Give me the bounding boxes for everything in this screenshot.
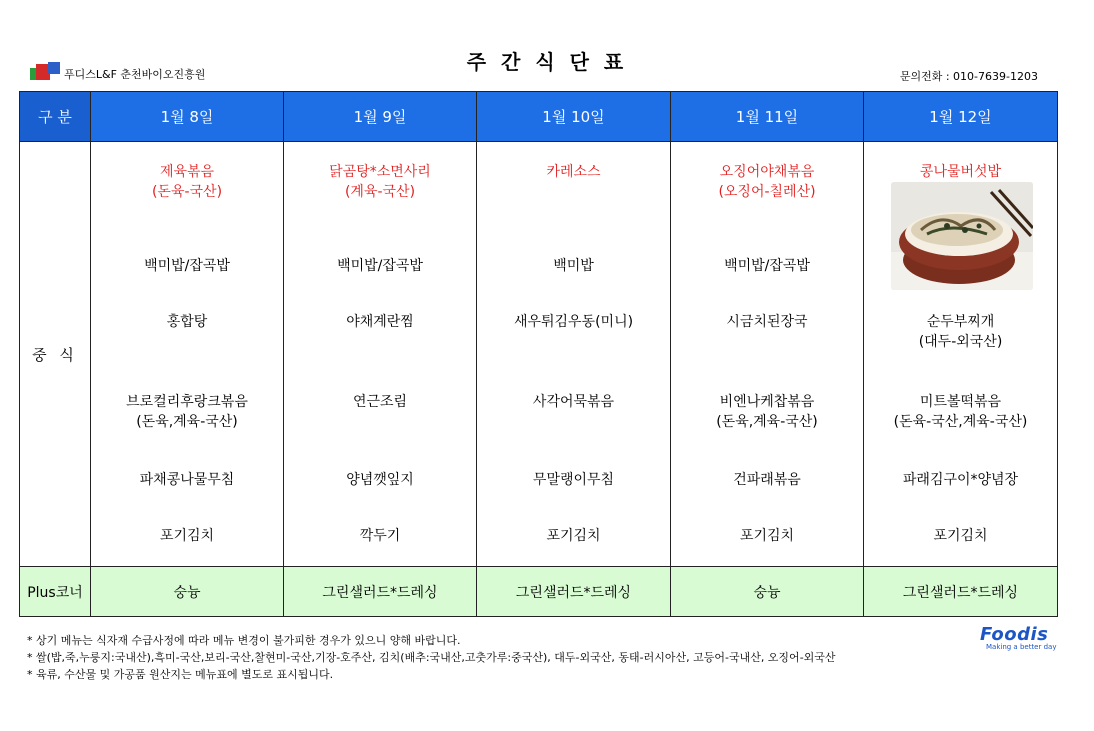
side-dish: 파래김구이*양념장	[902, 472, 1019, 488]
rice: 백미밥	[553, 258, 594, 274]
kimchi: 깍두기	[359, 528, 401, 544]
side-dish: 브로컬리후랑크볶음 (돈육,계육-국산)	[126, 394, 248, 430]
side-dish: 사각어묵볶음	[532, 394, 615, 410]
day-menu-cell	[477, 142, 671, 567]
header-row	[20, 92, 1058, 142]
kimchi: 포기김치	[933, 528, 988, 544]
side-dish: 무말랭이무침	[532, 472, 615, 488]
footnote: * 쌀(밥,죽,누룽지:국내산),흑미-국산,보리-국산,찰현미-국산,기장-호주산, 김치(배추:국내산,고춧가루:중국산), 대두-외국산, 동태-러시아산, 고등어-국내산, 오징어-외국산	[27, 651, 836, 664]
side-dish: 비엔나케찹볶음 (돈육,계육-국산)	[716, 394, 818, 430]
brand-tagline: Making a better day	[986, 643, 1057, 651]
soup: 야채계란찜	[346, 314, 414, 330]
contact-phone: 문의전화 : 010-7639-1203	[899, 70, 1038, 83]
rice: 백미밥/잡곡밥	[144, 258, 230, 274]
kimchi: 포기김치	[159, 528, 215, 544]
main-dish: 카레소스	[546, 164, 601, 180]
rice: 백미밥/잡곡밥	[724, 258, 810, 274]
plus-corner-row	[20, 567, 1058, 617]
day-header: 1월 9일	[284, 92, 477, 142]
main-dish: 닭곰탕*소면사리 (계육-국산)	[329, 164, 431, 200]
plus-item: 숭늉	[91, 567, 284, 617]
weekly-menu-table	[19, 91, 1058, 617]
soup: 홍합탕	[166, 314, 208, 330]
day-header: 1월 10일	[477, 92, 671, 142]
day-menu-cell	[671, 142, 864, 567]
kimchi: 포기김치	[546, 528, 601, 544]
main-dish: 제육볶음 (돈육-국산)	[151, 164, 223, 200]
brand-logo	[980, 624, 1056, 651]
plus-item: 그린샐러드*드레싱	[477, 567, 671, 617]
side-dish: 양념깻잎지	[346, 472, 414, 488]
footnote: * 상기 메뉴는 식자재 수급사정에 따라 메뉴 변경이 불가피한 경우가 있으니 양해 바랍니다.	[27, 634, 461, 647]
soup: 새우튀김우동(미니)	[513, 314, 634, 330]
side-dish: 미트볼떡볶음 (돈육-국산,계육-국산)	[893, 394, 1028, 430]
rice: 백미밥/잡곡밥	[337, 258, 423, 274]
day-header: 1월 8일	[91, 92, 284, 142]
footnote: * 육류, 수산물 및 가공품 원산지는 메뉴표에 별도로 표시됩니다.	[27, 668, 334, 681]
day-menu-cell	[91, 142, 284, 567]
soup: 시금치된장국	[726, 314, 808, 330]
side-dish: 건파래볶음	[733, 472, 801, 488]
plus-item: 그린샐러드*드레싱	[864, 567, 1058, 617]
soup: 순두부찌개 (대두-외국산)	[918, 314, 1003, 350]
plus-corner-label: Plus코너	[20, 567, 91, 617]
footnotes	[27, 632, 836, 683]
side-dish: 파채콩나물무침	[139, 472, 235, 488]
company-name: 푸디스L&F 춘천바이오진흥원	[64, 68, 206, 81]
meal-label: 중 식	[20, 142, 91, 567]
plus-item: 그린샐러드*드레싱	[284, 567, 477, 617]
day-header: 1월 12일	[864, 92, 1058, 142]
day-menu-cell	[864, 142, 1058, 567]
lunch-row	[20, 142, 1058, 567]
main-dish: 오징어야채볶음 (오징어-칠레산)	[718, 164, 816, 200]
kimchi: 포기김치	[739, 528, 795, 544]
day-menu-cell	[284, 142, 477, 567]
side-dish: 연근조림	[352, 394, 408, 410]
plus-item: 숭늉	[671, 567, 864, 617]
brand-name: Foodis	[980, 624, 1049, 645]
dish-photo	[891, 182, 1033, 290]
day-header: 1월 11일	[671, 92, 864, 142]
main-dish: 콩나물버섯밥	[919, 164, 1002, 180]
page-title: 주 간 식 단 표	[466, 50, 628, 74]
corner-label: 구 분	[20, 92, 91, 142]
